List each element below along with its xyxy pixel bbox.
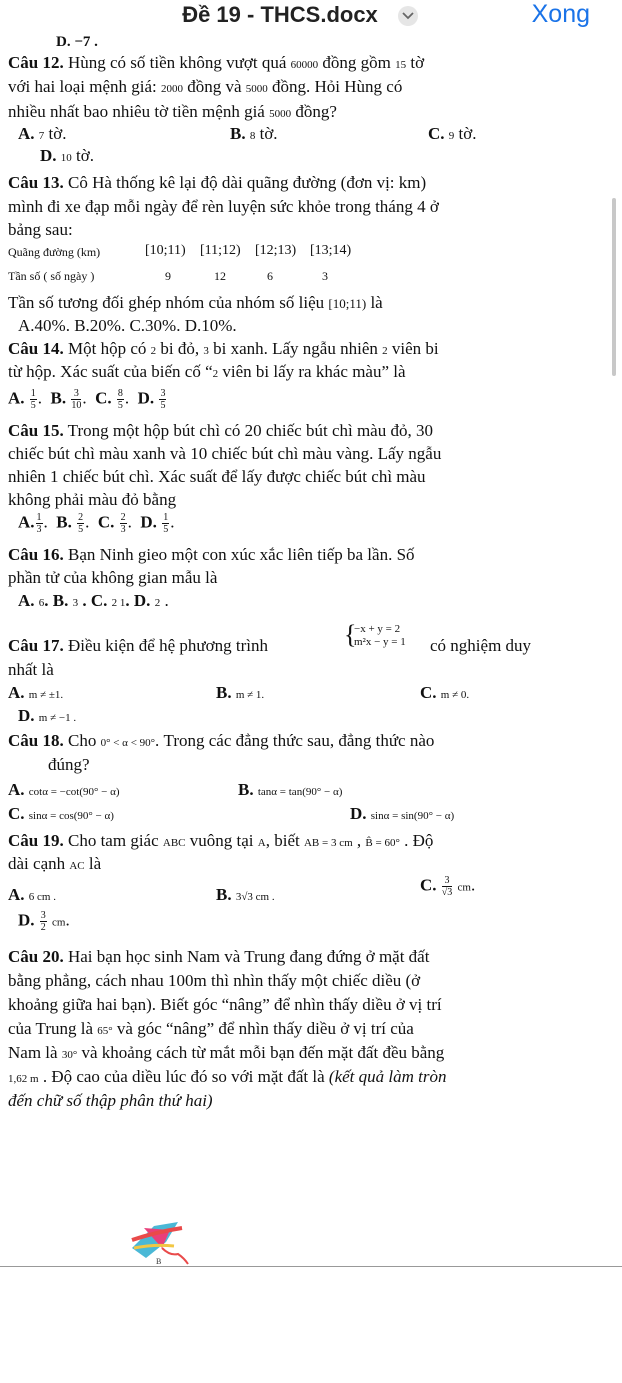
q17-option-c: C. m ≠ 0. [420,683,470,702]
equation-system: { −x + y = 2 m²x − y = 1 [344,620,406,649]
q17-option-d: D. m ≠ −1 . [18,706,77,725]
q20-line-5: Nam là 30° và khoảng cách từ mắt mỗi bạn đến mặt đất đều bằng [8,1043,445,1062]
q20-line-3: khoảng giữa hai bạn). Biết góc “nâng” để nhìn thấy diều ở vị trí [8,995,442,1014]
q15-line-1: Câu 15. Trong một hộp bút chì có 20 chiếc bút chì màu đỏ, 30 [8,421,433,440]
q15-line-3: nhiên 1 chiếc bút chì. Xác suất để lấy được chiếc bút chì màu [8,467,426,486]
q15-line-2: chiếc bút chì màu xanh và 10 chiếc bút chì màu vàng. Lấy ngẫu [8,444,442,463]
q12-option-c: C. 9 tờ. [428,124,477,143]
title-menu-button[interactable] [398,6,418,26]
q16-options: A. 6. B. 3 . C. 2 1. D. 2 . [18,591,169,610]
chevron-down-icon [402,12,414,20]
q19-option-a: A. 6 cm . [8,885,56,904]
q19-option-c: C. $\frac{3}{√3}$ cm. [420,875,476,898]
table-row-label-frequency: Tần số ( số ngày ) [8,269,95,283]
q12-line-1: Câu 12. Hùng có số tiền không vượt quá 60000 đồng gồm 15 tờ [8,53,425,72]
q13-line-3: bảng sau: [8,220,73,239]
q13-line-4: Tần số tương đối ghép nhóm của nhóm số liệu [10;11) là [8,293,383,312]
q12-option-a: A. 7 tờ. [18,124,67,143]
q18-option-d: D. sinα = sin(90° − α) [350,804,455,823]
done-button[interactable]: Xong [531,0,590,28]
table-freq-4: 3 [322,269,328,283]
q20-line-6: 1,62 m . Độ cao của diều lúc đó so với mặt đất là (kết quả làm tròn [8,1067,447,1086]
table-bin-4: [13;14) [310,243,352,258]
blank-area [0,1267,622,1383]
q18-option-c: C. sinα = cos(90° − α) [8,804,114,823]
q17-line-1-end: có nghiệm duy [430,636,532,655]
q15-line-4: không phải màu đỏ bằng [8,490,177,509]
document-title[interactable]: Đề 19 - THCS.docx [182,2,378,27]
q20-line-4: của Trung là 65° và góc “nâng” để nhìn thấy diều ở vị trí của [8,1019,414,1038]
q19-option-d: D. $\frac{3}{2}$ cm. [18,910,70,933]
q13-line-1: Câu 13. Cô Hà thống kê lại độ dài quãng đường (đơn vị: km) [8,173,427,192]
q18-line-1: Câu 18. Cho 0° < α < 90°. Trong các đẳng thức sau, đẳng thức nào [8,731,435,750]
q16-line-2: phần tử của không gian mẫu là [8,568,218,587]
q18-option-a: A. cotα = −cot(90° − α) [8,780,120,799]
top-bar [0,0,622,34]
table-bin-1: [10;11) [145,243,186,258]
scrollbar[interactable] [612,198,616,376]
table-bin-3: [12;13) [255,243,297,258]
q20-line-1: Câu 20. Hai bạn học sinh Nam và Trung đang đứng ở mặt đất [8,947,430,966]
table-bin-2: [11;12) [200,243,241,258]
q19-option-b: B. 3√3 cm . [216,885,275,904]
q12-option-b: B. 8 tờ. [230,124,278,143]
q17-line-2: nhất là [8,660,54,679]
table-row-label-distance: Quãng đường (km) [8,245,101,259]
table-freq-2: 12 [214,269,226,283]
prev-option-d: D. −7 . [56,34,98,50]
q15-options: A. $\frac{1}{3}$ . B. $\frac{2}{5}$ . C. $\frac{2}{3}$ . D. $\frac{1}{5}$ . [18,512,175,535]
q16-line-1: Câu 16. Bạn Ninh gieo một con xúc xắc liên tiếp ba lần. Số [8,545,415,564]
q14-line-1: Câu 14. Một hộp có 2 bi đỏ, 3 bi xanh. Lấy ngẫu nhiên 2 viên bi [8,339,439,358]
q19-line-2: dài cạnh AC là [8,854,102,873]
q12-line-3: nhiều nhất bao nhiêu tờ tiền mệnh giá 5000 đồng? [8,102,337,121]
q14-options: A. $\frac{1}{5}$ . B. $\frac{3}{10}$ . C. $\frac{8}{5}$ . D. $\frac{3}{5}$ [8,388,166,411]
svg-text:B: B [156,1257,162,1266]
table-freq-3: 6 [267,269,273,283]
q17-line-1: Câu 17. Điều kiện để hệ phương trình [8,636,268,655]
q13-line-2: mình đi xe đạp mỗi ngày để rèn luyện sức khỏe trong tháng 4 ở [8,197,439,216]
q13-options: A.40%. B.20%. C.30%. D.10%. [18,316,237,335]
q12-line-2: với hai loại mệnh giá: 2000 đồng và 5000 đồng. Hỏi Hùng có [8,77,403,96]
q14-line-2: từ hộp. Xác suất của biến cố “2 viên bi lấy ra khác màu” là [8,362,406,381]
q17-option-a: A. m ≠ ±1. [8,683,64,702]
q19-line-1: Câu 19. Cho tam giác ABC vuông tại A, biết AB = 3 cm , B̂ = 60° . Độ [8,831,434,850]
q20-line-7: đến chữ số thập phân thứ hai) [8,1091,213,1110]
q12-option-d: D. 10 tờ. [40,146,94,165]
q17-option-b: B. m ≠ 1. [216,683,265,702]
q18-line-2: đúng? [48,755,90,774]
q18-option-b: B. tanα = tan(90° − α) [238,780,343,799]
table-freq-1: 9 [165,269,171,283]
kite-figure [126,1218,190,1266]
q20-line-2: bằng phẳng, cách nhau 100m thì nhìn thấy một chiếc diều (ở [8,971,421,990]
